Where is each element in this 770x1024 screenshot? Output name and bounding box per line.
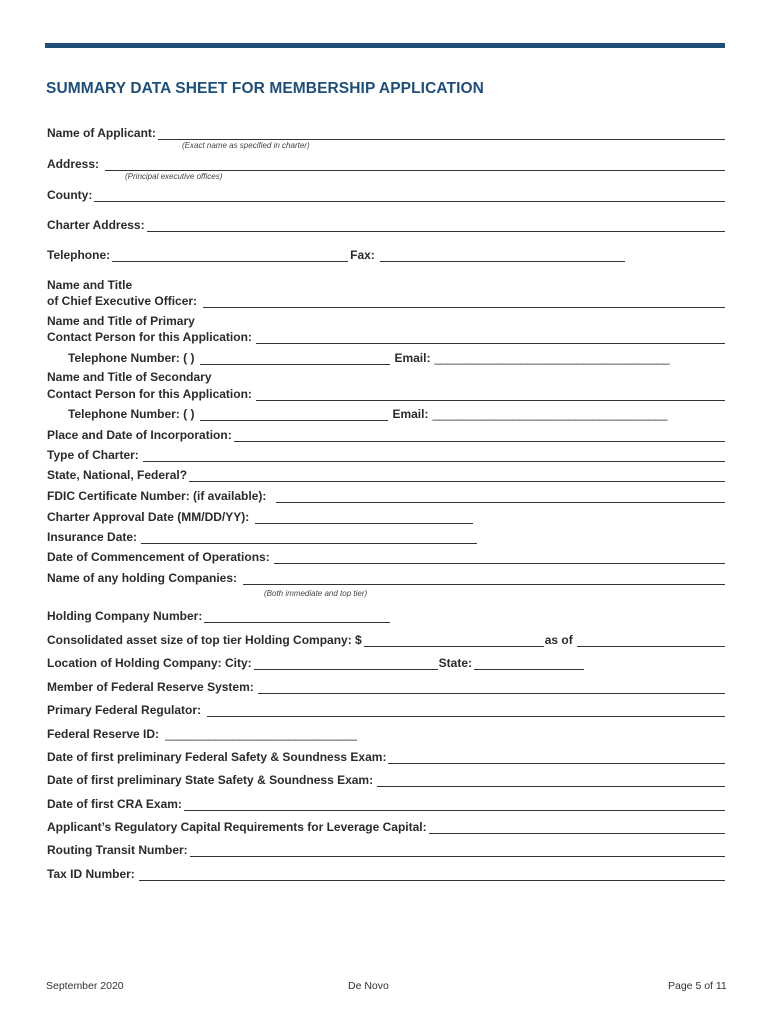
capital-field[interactable]: [429, 821, 725, 834]
primary-contact-label-line2: Contact Person for this Application:: [47, 330, 252, 344]
address-note: (Principal executive offices): [125, 172, 223, 181]
tax-id-row: [47, 865, 725, 881]
insurance-row: [47, 528, 725, 544]
ceo-label-line1: Name and Title: [47, 278, 133, 292]
holding-number-field[interactable]: [204, 610, 390, 623]
state-field[interactable]: [474, 657, 584, 670]
fdic-row: [47, 487, 725, 503]
secondary-email-label: Email:: [392, 407, 429, 421]
charter-type-row: [47, 446, 725, 462]
consolidated-field[interactable]: [364, 634, 544, 647]
frb-id-label: Federal Reserve ID:: [47, 727, 160, 741]
address-field[interactable]: [105, 158, 725, 171]
applicant-note: (Exact name as specified in charter): [182, 141, 310, 150]
primary-phone-row: [68, 349, 728, 365]
footer-page: Page 5 of 11: [668, 980, 727, 992]
holding-companies-label: Name of any holding Companies:: [47, 571, 238, 585]
routing-label: Routing Transit Number:: [47, 843, 188, 857]
state-exam-row: [47, 771, 725, 787]
secondary-phone-field[interactable]: [200, 408, 388, 421]
charter-approval-field[interactable]: [255, 511, 473, 524]
consolidated-label: Consolidated asset size of top tier Holding Company: $: [47, 633, 362, 647]
cra-exam-field[interactable]: [184, 798, 725, 811]
secondary-contact-row: [47, 385, 725, 401]
charter-type-label: Type of Charter:: [47, 448, 139, 462]
member-frs-field[interactable]: [258, 681, 725, 694]
incorporation-field[interactable]: [234, 429, 725, 442]
ceo-field[interactable]: [203, 295, 725, 308]
state-label: State:: [438, 656, 472, 670]
footer-center: De Novo: [348, 980, 389, 992]
county-row: [47, 186, 725, 202]
primary-regulator-label: Primary Federal Regulator:: [47, 703, 202, 717]
federal-exam-row: [47, 748, 725, 764]
footer-date: September 2020: [46, 980, 124, 992]
federal-exam-label: Date of first preliminary Federal Safety & Soundness Exam:: [47, 750, 387, 764]
state-exam-label: Date of first preliminary State Safety & Soundness Exam:: [47, 773, 374, 787]
holding-number-label: Holding Company Number:: [47, 609, 203, 623]
fax-label: Fax:: [350, 248, 375, 262]
secondary-contact-label-line1: Name and Title of Secondary: [47, 370, 212, 384]
applicant-label: Name of Applicant:: [47, 126, 156, 140]
state-national-row: [47, 466, 725, 482]
fdic-label: FDIC Certificate Number: (if available):: [47, 489, 267, 503]
secondary-phone-label: Telephone Number: ( ): [68, 407, 195, 421]
charter-approval-row: [47, 508, 725, 524]
cra-exam-row: [47, 795, 725, 811]
primary-regulator-row: [47, 701, 725, 717]
charter-approval-label: Charter Approval Date (MM/DD/YY):: [47, 510, 250, 524]
frb-id-row: [47, 725, 725, 741]
commencement-label: Date of Commencement of Operations:: [47, 550, 270, 564]
state-exam-field[interactable]: [377, 774, 725, 787]
primary-email-field[interactable]: ______________________________________: [434, 351, 670, 365]
county-field[interactable]: [94, 189, 725, 202]
capital-label: Applicant’s Regulatory Capital Requirements for Leverage Capital:: [47, 820, 427, 834]
location-row: [47, 654, 725, 670]
state-national-field[interactable]: [189, 469, 725, 482]
as-of-label: as of: [544, 633, 573, 647]
telephone-field[interactable]: [112, 249, 348, 262]
tax-id-label: Tax ID Number:: [47, 867, 135, 881]
primary-contact-label-line1: Name and Title of Primary: [47, 314, 195, 328]
header-rule: [45, 43, 725, 48]
primary-regulator-field[interactable]: [207, 704, 725, 717]
holding-companies-row: [47, 569, 725, 585]
frb-id-field[interactable]: _______________________________: [165, 727, 357, 741]
address-label: Address:: [47, 157, 100, 171]
applicant-row: [47, 124, 725, 140]
city-field[interactable]: [254, 657, 438, 670]
charter-address-field[interactable]: [147, 219, 725, 232]
incorporation-label: Place and Date of Incorporation:: [47, 428, 232, 442]
county-label: County:: [47, 188, 93, 202]
charter-type-field[interactable]: [143, 449, 725, 462]
fax-field[interactable]: [380, 249, 625, 262]
primary-email-label: Email:: [394, 351, 431, 365]
primary-contact-field[interactable]: [256, 331, 725, 344]
charter-address-label: Charter Address:: [47, 218, 145, 232]
routing-row: [47, 841, 725, 857]
secondary-phone-row: [68, 405, 728, 421]
location-label: Location of Holding Company: City:: [47, 656, 252, 670]
ceo-row: [47, 292, 725, 308]
applicant-field[interactable]: [158, 127, 725, 140]
state-national-label: State, National, Federal?: [47, 468, 188, 482]
cra-exam-label: Date of first CRA Exam:: [47, 797, 182, 811]
page-title: SUMMARY DATA SHEET FOR MEMBERSHIP APPLICATION: [46, 80, 484, 97]
ceo-label-line2: of Chief Executive Officer:: [47, 294, 198, 308]
secondary-contact-label-line2: Contact Person for this Application:: [47, 387, 252, 401]
charter-address-row: [47, 216, 725, 232]
secondary-email-field[interactable]: ______________________________________: [432, 407, 668, 421]
incorporation-row: [47, 426, 725, 442]
telephone-row: [47, 246, 725, 262]
primary-contact-row: [47, 328, 725, 344]
insurance-label: Insurance Date:: [47, 530, 138, 544]
member-frs-row: [47, 678, 725, 694]
routing-field[interactable]: [190, 844, 725, 857]
commencement-field[interactable]: [274, 551, 725, 564]
fdic-field[interactable]: [276, 490, 725, 503]
telephone-label: Telephone:: [47, 248, 111, 262]
primary-phone-label: Telephone Number: ( ): [68, 351, 195, 365]
as-of-field[interactable]: [577, 634, 725, 647]
holding-number-row: [47, 607, 725, 623]
primary-phone-field[interactable]: [200, 352, 390, 365]
federal-exam-field[interactable]: [388, 751, 725, 764]
capital-row: [47, 818, 725, 834]
holding-companies-field[interactable]: [243, 572, 725, 585]
address-row: [47, 155, 725, 171]
consolidated-row: [47, 631, 725, 647]
tax-id-field[interactable]: [139, 868, 725, 881]
holding-companies-note: (Both immediate and top tier): [264, 589, 368, 598]
member-frs-label: Member of Federal Reserve System:: [47, 680, 254, 694]
secondary-contact-field[interactable]: [256, 388, 725, 401]
commencement-row: [47, 548, 725, 564]
insurance-field[interactable]: [141, 531, 477, 544]
